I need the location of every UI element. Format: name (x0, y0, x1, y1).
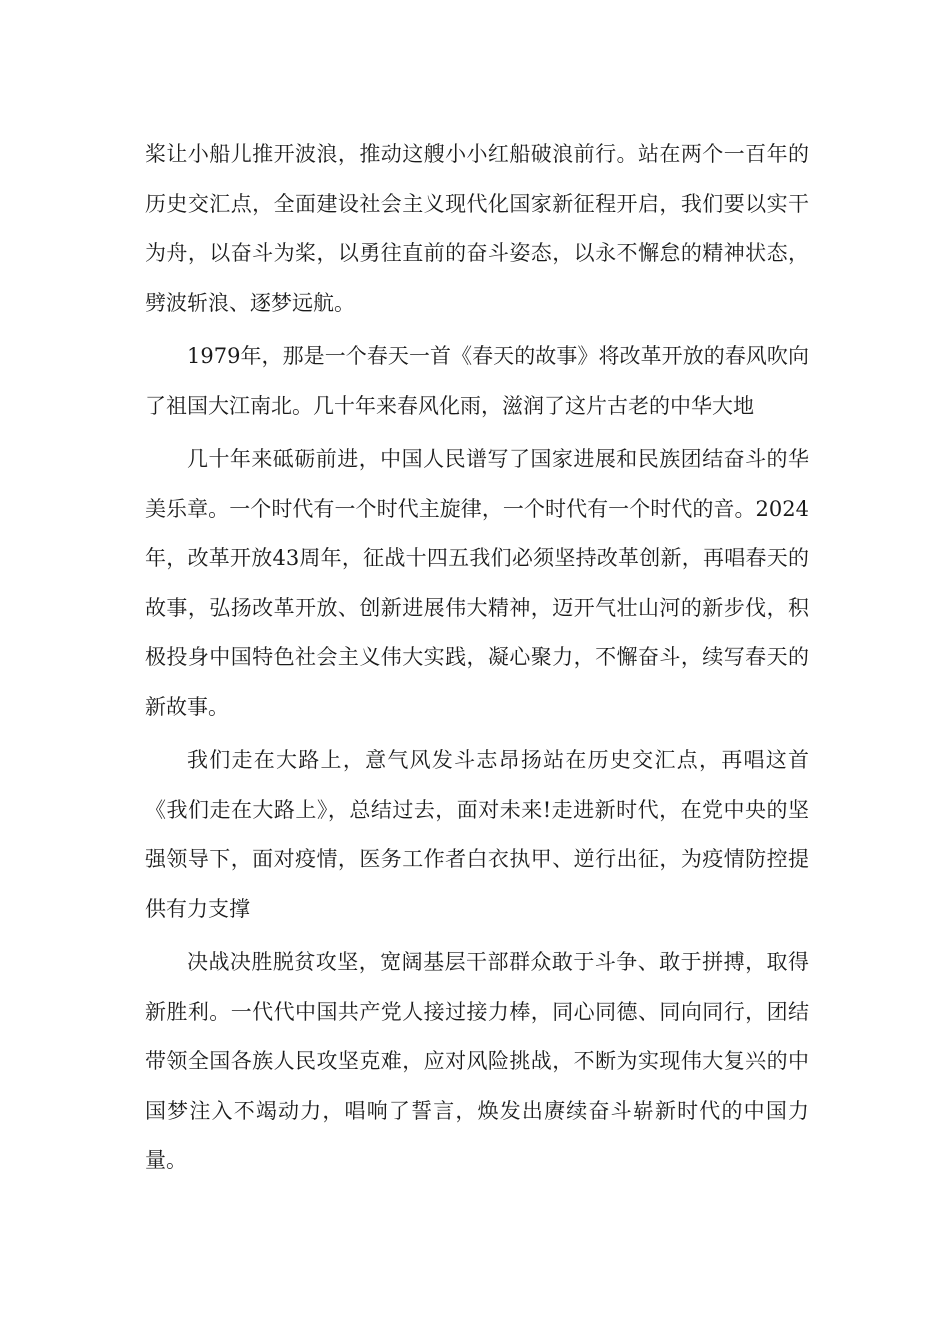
paragraph-5: 决战决胜脱贫攻坚，宽阔基层干部群众敢于斗争、敢于拼搏，取得新胜利。一代代中国共产党人接过接力棒，同心同德、同向同行，团结带领全国各族人民攻坚克难，应对风险挑战，不断为实现伟大复兴的中国梦注入不竭动力，唱响了誓言，焕发出赓续奋斗崭新时代的中国力量。 (145, 950, 809, 1172)
paragraph-2: 1979年，那是一个春天一首《春天的故事》将改革开放的春风吹向了祖国大江南北。几十年来春风化雨，滋润了这片古老的中华大地 (145, 344, 809, 418)
paragraph-4: 我们走在大路上，意气风发斗志昂扬站在历史交汇点，再唱这首《我们走在大路上》，总结过去，面对未来!走进新时代，在党中央的坚强领导下，面对疫情，医务工作者白衣执甲、逆行出征，为疫情防控提供有力支撑 (145, 748, 809, 921)
paragraph-3: 几十年来砥砺前进，中国人民谱写了国家进展和民族团结奋斗的华美乐章。一个时代有一个时代主旋律，一个时代有一个时代的音。2024年，改革开放43周年，征战十四五我们必须坚持改革创新，再唱春天的故事，弘扬改革开放、创新进展伟大精神，迈开气壮山河的新步伐，积极投身中国特色社会主义伟大实践，凝心聚力，不懈奋斗，续写春天的新故事。 (145, 447, 809, 719)
paragraph-1: 桨让小船儿推开波浪，推动这艘小小红船破浪前行。站在两个一百年的历史交汇点，全面建设社会主义现代化国家新征程开启，我们要以实干为舟，以奋斗为桨，以勇往直前的奋斗姿态，以永不懈怠的精神状态，劈波斩浪、逐梦远航。 (145, 142, 809, 315)
document-body (145, 130, 809, 1190)
